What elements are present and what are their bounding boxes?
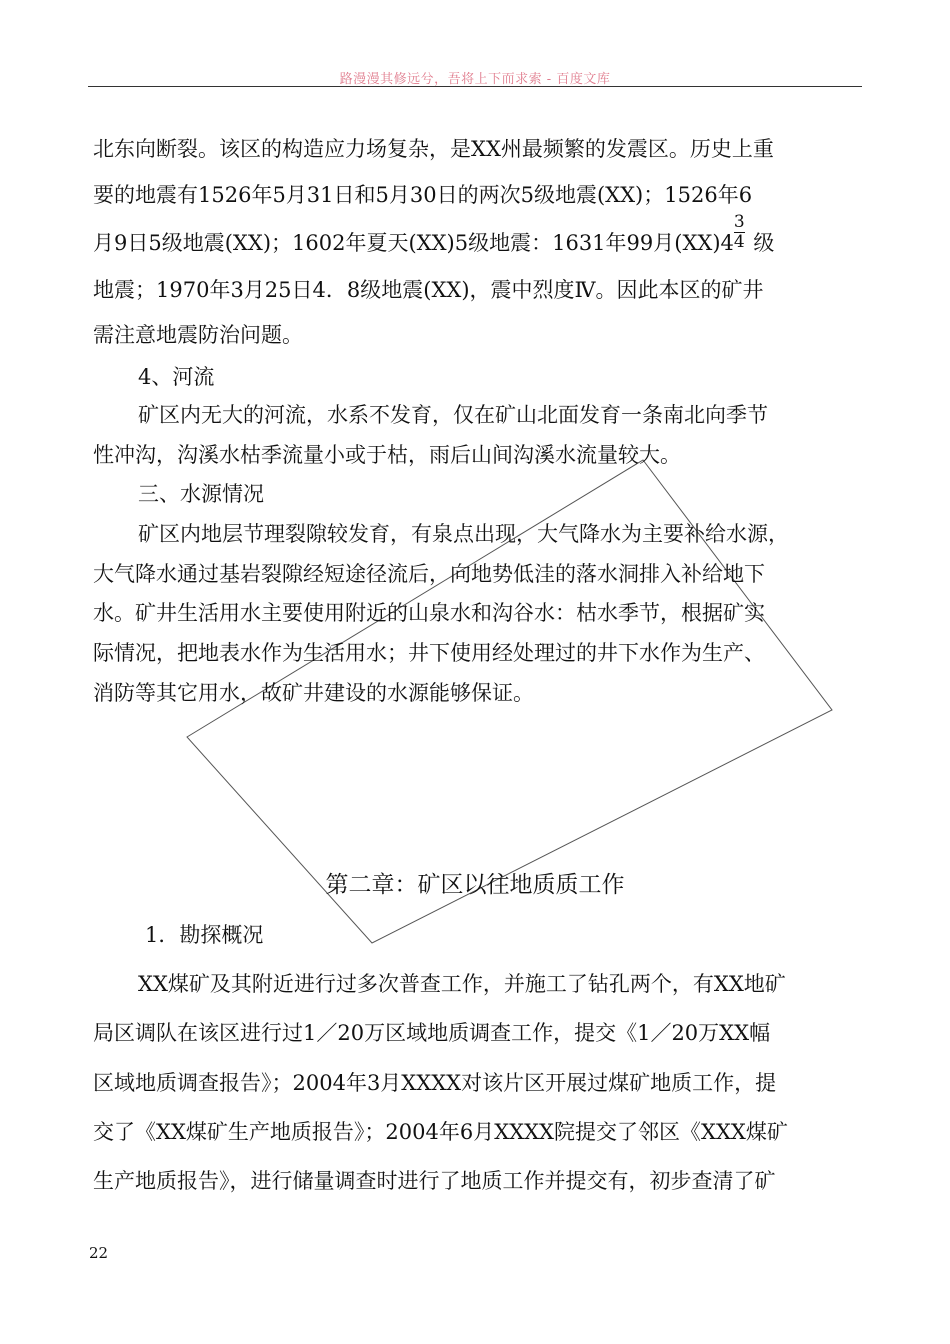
section-heading-water: 三、水源情况 <box>138 482 264 506</box>
page-header-text: 路漫漫其修远兮，吾将上下而求索 - 百度文库 <box>339 72 611 87</box>
text-line: XX煤矿及其附近进行过多次普查工作，并施工了钻孔两个，有XX地矿 <box>138 972 786 996</box>
text-line: 矿区内无大的河流，水系不发育，仅在矿山北面发育一条南北向季节 <box>138 403 768 427</box>
text-line: 北东向断裂。该区的构造应力场复杂，是XX州最频繁的发震区。历史上重 <box>93 137 774 161</box>
text-line: 区域地质调查报告》；2004年3月XXXX对该片区开展过煤矿地质工作，提 <box>93 1071 777 1095</box>
page-number: 22 <box>89 1244 109 1262</box>
fraction-numerator: 3 <box>733 212 745 232</box>
fraction <box>734 213 745 252</box>
text-line: 要的地震有1526年5月31日和5月30日的两次5级地震(XX)；1526年6 <box>93 183 753 207</box>
chapter-title: 第二章：矿区以往地质质工作 <box>325 872 625 898</box>
text-line: 性冲沟，沟溪水枯季流量小或于枯，雨后山间沟溪水流量较大。 <box>93 443 681 467</box>
text-line: 生产地质报告》，进行储量调查时进行了地质工作并提交有，初步查清了矿 <box>93 1169 776 1193</box>
text-line: 地震；1970年3月25日4．8级地震(XX)，震中烈度Ⅳ。因此本区的矿井 <box>93 278 764 302</box>
section-heading-survey: 1．勘探概况 <box>145 923 264 947</box>
text-line: 交了《XX煤矿生产地质报告》；2004年6月XXXX院提交了邻区《XXX煤矿 <box>93 1120 788 1144</box>
text-line: 际情况，把地表水作为生活用水；井下使用经处理过的井下水作为生产、 <box>93 641 765 665</box>
fraction-denominator: 4 <box>733 232 745 252</box>
text-line: 局区调队在该区进行过1／20万区域地质调查工作，提交《1／20万XX幅 <box>93 1021 771 1045</box>
text-line: 消防等其它用水，故矿井建设的水源能够保证。 <box>93 681 534 705</box>
text-line: 矿区内地层节理裂隙较发育，有泉点出现，大气降水为主要补给水源， <box>138 522 789 546</box>
text-segment: 级 <box>746 231 775 255</box>
text-line: 水。矿井生活用水主要使用附近的山泉水和沟谷水：枯水季节，根据矿实 <box>93 601 765 625</box>
section-heading-river: 4、河流 <box>138 365 215 389</box>
text-line: 需注意地震防治问题。 <box>93 323 303 347</box>
text-line-with-fraction <box>93 212 775 258</box>
text-line: 大气降水通过基岩裂隙经短途径流后，向地势低洼的落水洞排入补给地下 <box>93 562 765 586</box>
text-segment: 月9日5级地震(XX)；1602年夏天(XX)5级地震：1631年99月(XX)4 <box>93 231 734 255</box>
header-rule <box>88 86 862 87</box>
